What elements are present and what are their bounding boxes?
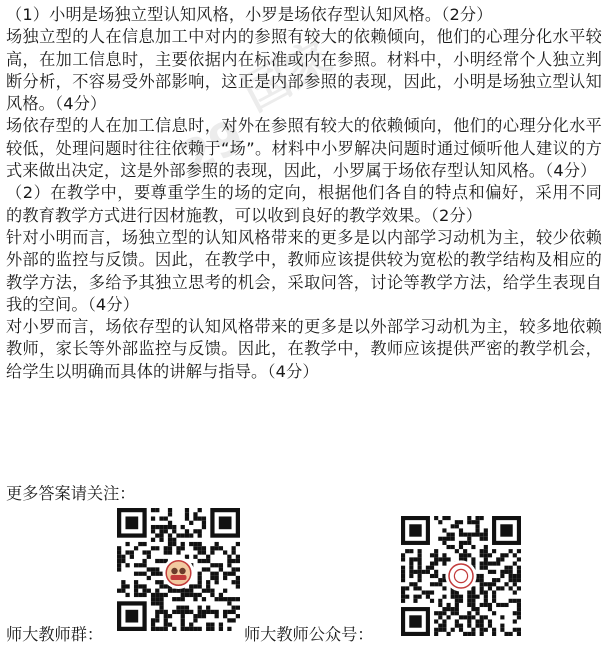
qr-code-icon <box>117 508 240 638</box>
qr-code-icon <box>401 516 521 636</box>
answer-paragraph-4: （2）在教学中，要尊重学生的场的定向，根据他们各自的特点和偏好，采用不同的教育教学方式进行因材施教，可以收到良好的教学效果。（2分） <box>6 183 602 225</box>
follow-label: 更多答案请关注： <box>6 484 136 503</box>
answer-paragraph-5: 针对小明而言，场独立型的认知风格带来的更多是以内部学习动机为主，较少依赖外部的监控与反馈。因此，在教学中，教师应该提供较为宽松的教学结构及相应的教学方法，多给予其独立思考的机会，采取问答，讨论等教学方法，给学生表现自我的空间。（4分） <box>6 227 602 314</box>
qr-code-official[interactable] <box>401 516 521 636</box>
answer-paragraph-6: 对小罗而言，场依存型的认知风格带来的更多是以外部学习动机为主，较多地依赖教师，家长等外部监控与反馈。因此，在教学中，教师应该提供严密的教学机会，给学生以明确而具体的讲解与指导。（4分） <box>6 317 602 381</box>
watermark: 29 <box>171 108 253 186</box>
answer-document <box>6 4 602 383</box>
qr-official-caption: 师大教师公众号： <box>244 625 374 644</box>
watermark: 国家 <box>234 30 341 122</box>
answer-paragraph-3: 场依存型的人在加工信息时，对外在参照有较大的依赖倾向，他们的心理分化水平较低，处理问题时往往依赖于“场”。材料中小罗解决问题时通过倾听他人建议的方式来做出决定，这是外部参照的表现，因此，小罗属于场依存型认知风格。（4分） <box>6 116 602 181</box>
qr-group-caption: 师大教师群： <box>6 625 104 644</box>
qr-code-group[interactable] <box>117 508 240 638</box>
answer-paragraph-2: 场独立型的人在信息加工中对内的参照有较大的依赖倾向，他们的心理分化水平较高，在加工信息时，主要依据内在标准或内在参照。材料中，小明经常个人独立判断分析，不容易受外部影响，这正是内部参照的表现，因此，小明是场独立型认知风格。（4分） <box>6 27 602 114</box>
answer-paragraph-1: （1）小明是场独立型认知风格，小罗是场依存型认知风格。（2分） <box>6 5 493 24</box>
